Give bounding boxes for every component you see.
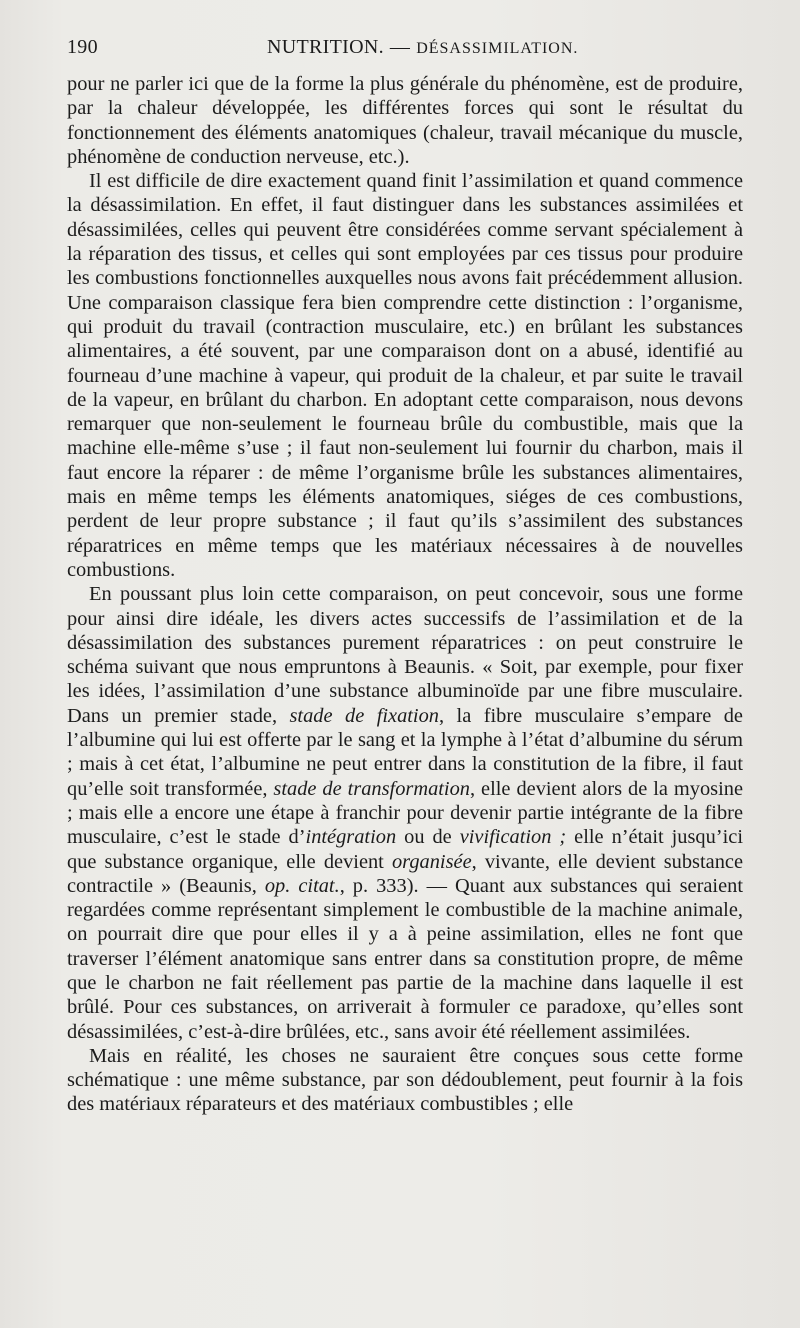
paragraph-beaunis-schema xyxy=(67,582,743,1044)
italic-citation: op. citat. xyxy=(264,874,340,897)
paragraph-continued: pour ne parler ici que de la forme la plus générale du phénomène, est de produire, par la chaleur développée, les différentes forces qui sont le résultat du fonctionnement des éléments anatomiques (chaleur, travail mécanique du muscle, phénomène de conduction nerveuse, etc.). xyxy=(67,73,743,168)
italic-term-transformation: stade de transformation xyxy=(273,777,470,800)
text-run: En poussant plus loin cette comparaison, on peut concevoir, sous une forme pour ainsi dire idéale, les divers actes successifs de l’assimilation et de la désassimilation des substances purement réparatrices : on peut construire le schéma suivant que nous empruntons à Beaunis. « Soit, par exemple, pour fixer les idées, l’assimilation d’une substance albuminoïde par une fibre musculaire. Dans un premier stade, xyxy=(67,583,743,727)
body-text xyxy=(67,72,743,1117)
italic-term-integration: intégration xyxy=(305,826,397,849)
running-header xyxy=(67,36,743,66)
italic-term-organisee: organisée xyxy=(391,850,472,873)
italic-term-fixation: stade de fixation xyxy=(289,704,439,727)
text-run: , vivante, elle devient substance contractile » (Beaunis, xyxy=(67,850,743,897)
text-run: elle n’était jusqu’ici que substance organique, elle devient xyxy=(67,826,743,873)
text-run: ou de xyxy=(396,826,460,849)
text-run: , p. 333). — Quant aux substances qui seraient regardées comme représentant simplement le combustible de la machine animale, on pourrait dire que pour elles il y a à peine assimilation, elles ne font que traverser l’élément anatomique sans entrer dans sa constitution propre, de même que le charbon ne fait réellement pas partie de la machine dans laquelle il est brûlé. Pour ces substances, on arriverait à formuler ce paradoxe, qu’elles sont désassimilées, c’est-à-dire brûlées, etc., sans avoir été réellement assimilées. xyxy=(67,874,743,1043)
chapter-title: NUTRITION. xyxy=(267,36,384,58)
text-run: , elle devient alors de la myosine ; mais elle a encore une étape à franchir pour devenir partie intégrante de la fibre musculaire, c’est le stade d’ xyxy=(67,777,743,849)
title-dash: — xyxy=(389,36,411,58)
italic-term-vivification: vivification ; xyxy=(459,826,567,849)
paragraph-assimilation-distinction: Il est difficile de dire exactement quand finit l’assimilation et quand commence la désassimilation. En effet, il faut distinguer dans les substances assimilées et désassimilées, celles qui peuvent être considérées comme servant spécialement à la réparation des tissus, et celles qui sont employées par ces tissus pour produire les combustions fonctionnelles auxquelles nous avons fait précédemment allusion. Une comparaison classique fera bien comprendre cette distinction : l’organisme, qui produit du travail (contraction musculaire, etc.) en brûlant les substances alimentaires, a été souvent, par une comparaison dont on a abusé, identifié au fourneau d’une machine à vapeur, qui produit de la chaleur, et par suite le travail de la vapeur, en brûlant du charbon. En adoptant cette comparaison, nous devons remarquer que non-seulement le fourneau brûle du combustible, mais que la machine elle-même s’use ; il faut non-seulement lui fournir du charbon, mais il faut encore la réparer : de même l’organisme brûle les substances alimentaires, mais en même temps les éléments anatomiques, siéges de ces combustions, perdent de leur propre substance ; il faut qu’ils s’assimilent des substances réparatrices en même temps que les matériaux nécessaires à de nouvelles combustions. xyxy=(67,170,743,581)
section-subtitle: DÉSASSIMILATION. xyxy=(416,40,579,57)
paragraph-reality: Mais en réalité, les choses ne sauraient être conçues sous cette forme schématique : une même substance, par son dédoublement, peut fournir à la fois des matériaux réparateurs et des matériaux combustibles ; elle xyxy=(67,1044,743,1116)
page-number: 190 xyxy=(67,36,98,58)
text-run: , la fibre musculaire s’empare de l’albumine qui lui est offerte par le sang et la lymphe à l’état d’albumine du sérum ; mais à cet état, l’albumine ne peut entrer dans la constitution de la fibre, il faut qu’elle soit transformée, xyxy=(67,704,743,800)
running-title xyxy=(267,36,578,59)
